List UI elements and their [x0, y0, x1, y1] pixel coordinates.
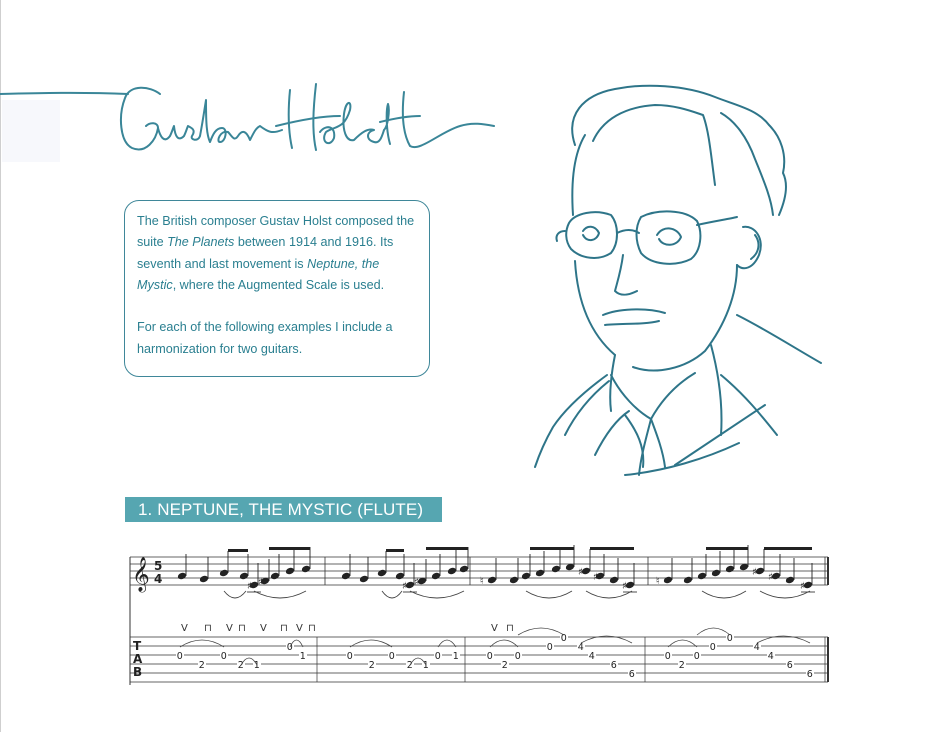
natural-sign: ♮ [656, 576, 660, 587]
sharp-sign: ♯ [414, 577, 419, 588]
beam [386, 549, 404, 552]
beam [706, 547, 748, 550]
beam [426, 547, 468, 550]
sharp-sign: ♯ [622, 581, 627, 592]
notehead [535, 569, 545, 578]
sharp-sign: ♯ [578, 567, 583, 578]
notehead [341, 572, 351, 581]
beam [530, 547, 574, 550]
bowing-mark: ⊓ [506, 623, 514, 634]
tab-number: 6 [628, 669, 635, 680]
tab-number: 0 [693, 651, 700, 662]
tab-number: 0 [286, 642, 293, 653]
beam [269, 547, 310, 550]
beam [764, 547, 812, 550]
sharp-sign: ♯ [800, 581, 805, 592]
sharp-sign: ♯ [402, 581, 407, 592]
intro-paragraph-1: The British composer Gustav Holst composed the suite The Planets between 1914 and 1916. Its seventh and last movement is Neptune, the Mystic, where the Augmented Scale is used. [137, 214, 415, 292]
notehead [199, 575, 209, 584]
notehead [377, 569, 387, 578]
tab-number: 0 [176, 651, 183, 662]
tab-number: 0 [560, 633, 567, 644]
notation-staff [130, 557, 828, 685]
slur [526, 591, 572, 598]
notehead [459, 565, 469, 574]
tab-number: 1 [422, 660, 429, 671]
slur [224, 591, 246, 598]
notehead [683, 576, 693, 585]
tab-label-t: T [133, 639, 142, 653]
tab-number: 1 [299, 651, 306, 662]
beam [228, 549, 248, 552]
notehead [725, 565, 735, 574]
tab-number: 2 [368, 660, 375, 671]
tab-number: 2 [237, 660, 244, 671]
tab-label-a: A [133, 652, 143, 666]
bowing-mark: V [181, 623, 188, 634]
tab-label-b: B [133, 665, 143, 679]
tab-number: 0 [220, 651, 227, 662]
intro-paragraph-2: For each of the following examples I include a harmonization for two guitars. [137, 320, 393, 356]
notehead [239, 572, 249, 581]
bowing-mark: V [260, 623, 267, 634]
natural-sign: ♮ [480, 576, 484, 587]
notehead [609, 576, 619, 585]
time-signature-bottom: 4 [154, 572, 163, 586]
tab-number: 0 [664, 651, 671, 662]
tab-number: 4 [577, 642, 584, 653]
slur [702, 591, 746, 598]
notehead [270, 572, 280, 581]
tab-number: 4 [767, 651, 774, 662]
notehead [219, 569, 229, 578]
music-score [120, 535, 835, 693]
tab-number: 6 [786, 660, 793, 671]
notehead [285, 567, 295, 576]
tab-staff [130, 637, 828, 682]
sharp-sign: ♯ [247, 581, 252, 592]
tab-number: 1 [452, 651, 459, 662]
tab-number: 2 [501, 660, 508, 671]
tab-number: 4 [753, 642, 760, 653]
slur-group [224, 591, 810, 598]
beam [590, 547, 634, 550]
bowing-mark: ⊓ [308, 623, 316, 634]
intro-text-box [124, 200, 430, 377]
notehead [697, 572, 707, 581]
notehead [395, 572, 405, 581]
notehead [431, 572, 441, 581]
slur [254, 591, 306, 598]
bowing-mark: ⊓ [238, 623, 246, 634]
slur [410, 591, 464, 598]
tab-slur [697, 628, 730, 635]
tab-number: 2 [406, 660, 413, 671]
notehead [521, 572, 531, 581]
bowing-mark: ⊓ [280, 623, 288, 634]
tab-number: 0 [546, 642, 553, 653]
tab-number: 2 [678, 660, 685, 671]
notehead [551, 565, 561, 574]
notehead [359, 575, 369, 584]
tab-slur [518, 628, 564, 635]
tab-number: 0 [346, 651, 353, 662]
tab-number: 2 [198, 660, 205, 671]
sharp-sign: ♯ [258, 577, 263, 588]
holst-portrait-drawing [525, 75, 835, 485]
bowing-mark: V [491, 623, 498, 634]
tab-number: 0 [726, 633, 733, 644]
notehead [663, 576, 673, 585]
bowing-mark: V [226, 623, 233, 634]
tab-number: 6 [610, 660, 617, 671]
bowing-mark: ⊓ [204, 623, 212, 634]
section-title: 1. NEPTUNE, THE MYSTIC (FLUTE) [125, 497, 442, 522]
tab-number: 0 [486, 651, 493, 662]
notehead [487, 576, 497, 585]
tab-number: 1 [253, 660, 260, 671]
notehead [785, 576, 795, 585]
tab-number: 6 [806, 669, 813, 680]
slur [382, 591, 402, 598]
sharp-sign: ♯ [593, 572, 598, 583]
bowing-marks [181, 623, 514, 634]
tab-number: 0 [709, 642, 716, 653]
notehead [509, 576, 519, 585]
notehead [711, 569, 721, 578]
sharp-sign: ♯ [752, 567, 757, 578]
notehead [447, 567, 457, 576]
tab-number: 4 [588, 651, 595, 662]
time-signature-top: 5 [154, 559, 163, 573]
tab-number: 0 [434, 651, 441, 662]
tab-number: 0 [388, 651, 395, 662]
gustav-holst-signature [0, 70, 500, 170]
bowing-mark: V [296, 623, 303, 634]
notehead [301, 565, 311, 574]
sharp-sign: ♯ [768, 572, 773, 583]
notehead [177, 572, 187, 581]
tab-number: 0 [514, 651, 521, 662]
treble-clef: 𝄞 [132, 557, 150, 592]
